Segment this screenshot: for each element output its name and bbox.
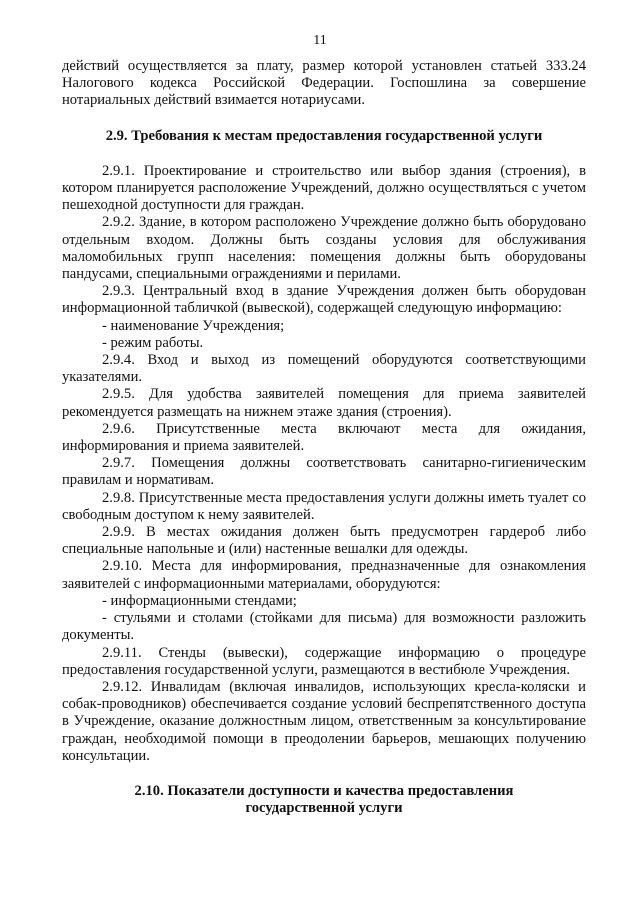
paragraph-2-9-8: 2.9.8. Присутственные места предоставления услуги должны иметь туалет со свободным доступом к нему заявителей.	[62, 489, 586, 523]
section-heading-2-10-line2: государственной услуги	[245, 800, 403, 817]
paragraph-2-9-7: 2.9.7. Помещения должны соответствовать санитарно-гигиеническим правилам и нормативам.	[62, 455, 586, 489]
paragraph-2-9-10: 2.9.10. Места для информирования, предназначенные для ознакомления заявителей с информационными материалами, оборудуются:	[62, 558, 586, 592]
paragraph-2-9-1: 2.9.1. Проектирование и строительство или выбор здания (строения), в котором планируется расположение Учреждений, должно осуществляться с учетом пешеходной доступности для граждан.	[62, 162, 586, 214]
paragraph-2-9-2: 2.9.2. Здание, в котором расположено Учреждение должно быть оборудовано отдельным входом. Должны быть созданы условия для обслуживания маломобильных групп населения: помещения должны быть оборудованы пандусами, специальными ограждениями и перилами.	[62, 214, 586, 283]
section-heading-2-9: 2.9. Требования к местам предоставления государственной услуги	[105, 127, 543, 144]
paragraph-2-9-4: 2.9.4. Вход и выход из помещений оборудуются соответствующими указателями.	[62, 352, 586, 386]
paragraph-2-9-12: 2.9.12. Инвалидам (включая инвалидов, использующих кресла-коляски и собак-проводников) обеспечивается создание условий беспрепятственного доступа в Учреждение, оказание должностным лицом, ответственным за консультирование граждан, необходимой помощи в преодолении барьеров, мешающих получению консультации.	[62, 678, 586, 764]
page-number: 11	[313, 33, 327, 48]
list-item: - стульями и столами (стойками для письма) для возможности разложить документы.	[62, 610, 586, 644]
list-item: - наименование Учреждения;	[102, 317, 285, 334]
paragraph-2-9-5: 2.9.5. Для удобства заявителей помещения для приема заявителей рекомендуется размещать на нижнем этаже здания (строения).	[62, 386, 586, 420]
document-body	[62, 58, 586, 817]
list-item: - режим работы.	[102, 334, 204, 351]
list-item: - информационными стендами;	[102, 592, 297, 609]
intro-paragraph: действий осуществляется за плату, размер которой установлен статьей 333.24 Налогового кодекса Российской Федерации. Госпошлина за совершение нотариальных действий взимается нотариусами.	[62, 58, 586, 109]
paragraph-2-9-3: 2.9.3. Центральный вход в здание Учреждения должен быть оборудован информационной табличкой (вывеской), содержащей следующую информацию:	[62, 283, 586, 317]
section-heading-2-10	[62, 783, 586, 817]
paragraph-2-9-6: 2.9.6. Присутственные места включают места для ожидания, информирования и приема заявителей.	[62, 420, 586, 455]
paragraph-2-9-9: 2.9.9. В местах ожидания должен быть предусмотрен гардероб либо специальные напольные и (или) настенные вешалки для одежды.	[62, 524, 586, 558]
paragraph-2-9-11: 2.9.11. Стенды (вывески), содержащие информацию о процедуре предоставления государственной услуги, размещаются в вестибюле Учреждения.	[62, 644, 586, 678]
section-heading-2-10-line1: 2.10. Показатели доступности и качества предоставления	[134, 782, 514, 799]
